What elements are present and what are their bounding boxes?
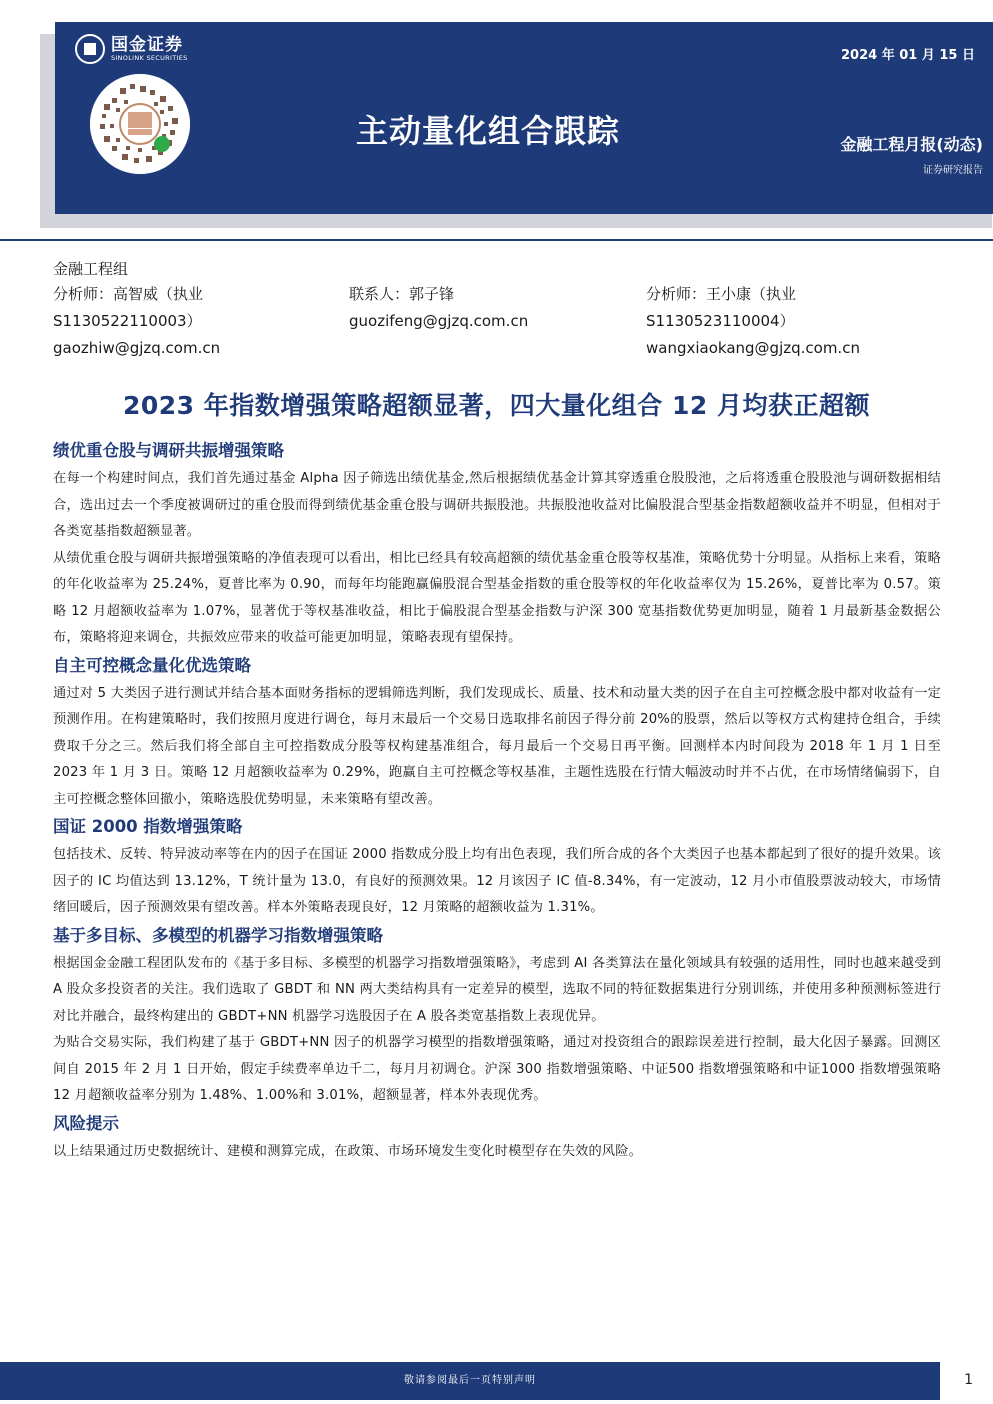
section-guozheng-2000 [53,816,941,922]
logo-cn: 国金证券 [111,34,183,55]
logo-en: SINOLINK SECURITIES [111,53,188,62]
header-divider [0,239,993,241]
section-autonomous-control [53,655,941,814]
contact-title: 联系人：郭子锋 [349,285,455,303]
paragraph: 以上结果通过历史数据统计、建模和测算完成，在政策、市场环境发生变化时模型存在失效的风险。 [53,1143,643,1159]
footer-disclaimer: 敬请参阅最后一页特别声明 [404,1375,536,1386]
section-machine-learning [53,925,941,1110]
section-risk [53,1113,941,1166]
page-title: 主动量化组合跟踪 [356,112,621,150]
analyst-wang [646,281,936,362]
analyst-license: S1130523110004） [646,312,795,330]
page-number: 1 [964,1372,973,1388]
section-title: 风险提示 [53,1113,119,1133]
report-body [53,440,941,1165]
section-title: 基于多目标、多模型的机器学习指数增强策略 [53,925,383,945]
company-logo [75,34,188,64]
analyst-email[interactable]: gaozhiw@gjzq.com.cn [53,339,221,357]
analyst-email[interactable]: wangxiaokang@gjzq.com.cn [646,339,860,357]
report-date: 2024 年 01 月 15 日 [841,48,975,63]
analyst-title: 分析师：王小康（执业 [646,285,797,303]
section-title: 国证 2000 指数增强策略 [53,817,243,836]
section-title: 自主可控概念量化优选策略 [53,655,251,675]
logo-mark-icon [75,34,105,64]
contact-guo [349,281,639,335]
paragraph: 通过对 5 大类因子进行测试并结合基本面财务指标的逻辑筛选判断，我们发现成长、质量、技术和动量大类的因子在自主可控概念股中都对收益有一定预测作用。在构建策略时，我们按照月度进行调仓，每月末最后一个交易日选取排名前因子得分前 20%的股票，然后以等权方式构建持仓组合，手续费取千分之三。然后我们将全部自主可控指数成分股等权构建基准组合，每月最后一个交易日再平衡。回测样本内时间段为 2018 年 1 月 1 日至 2023 年 1 月 3 日。策略 12 月超额收益率为 0.29%，跑赢自主可控概念等权基准，主题性选股在行情大幅波动时并不占优，在市场情绪偏弱下，自主可控概念整体回撤小，策略选股优势明显，未来策略有望改善。 [53,685,941,807]
team-name: 金融工程组 [53,260,129,278]
report-subtitle: 证券研究报告 [923,165,983,176]
paragraph: 在每一个构建时间点，我们首先通过基金 Alpha 因子筛选出绩优基金,然后根据绩优基金计算其穿透重仓股股池，之后将透重仓股股池与调研数据相结合，选出过去一个季度被调研过的重仓股而得到绩优基金重仓股与调研共振股池。共振股池收益对比偏股混合型基金指数超额收益并不明显，但相对于各类宽基指数超额显著。 [53,471,941,539]
paragraph: 为贴合交易实际，我们构建了基于 GBDT+NN 因子的机器学习模型的指数增强策略，通过对投资组合的跟踪误差进行控制，最大化因子暴露。回测区间自 2015 年 2 月 1 日开始，假定手续费率单边千二，每月月初调仓。沪深 300 指数增强策略、中证500 指数增强策略和中证1000 指数增强策略 12 月超额收益率分别为 1.48%、1.00%和 3.01%，超额显著，样本外表现优秀。 [53,1035,941,1103]
section-title: 绩优重仓股与调研共振增强策略 [53,441,284,460]
report-headline: 2023 年指数增强策略超额显著，四大量化组合 12 月均获正超额 [123,391,870,420]
analyst-title: 分析师：高智威（执业 [53,285,204,303]
analyst-gao [53,281,343,362]
paragraph: 包括技术、反转、特异波动率等在内的因子在国证 2000 指数成分股上均有出色表现，我们所合成的各个大类因子也基本都起到了很好的提升效果。该因子的 IC 均值达到 13.12%，T 统计量为 13.0，有良好的预测效果。12 月该因子 IC 值-8.34%，有一定波动，12 月小市值股票波动较大，市场情绪回暖后，因子预测效果有望改善。样本外策略表现良好，12 月策略的超额收益为 1.31%。 [53,847,941,915]
paragraph: 根据国金金融工程团队发布的《基于多目标、多模型的机器学习指数增强策略》，考虑到 AI 各类算法在量化领域具有较强的适用性，同时也越来越受到 A 股众多投资者的关注。我们选取了 GBDT 和 NN 两大类结构具有一定差异的模型，选取不同的特征数据集进行分别训练，并使用多种预测标签进行对比并融合，最终构建出的 GBDT+NN 机器学习选股因子在 A 股各类宽基指数上表现优异。 [53,955,941,1024]
analyst-license: S1130522110003） [53,312,202,330]
contact-email[interactable]: guozifeng@gjzq.com.cn [349,312,529,330]
qr-code-icon[interactable] [90,74,190,174]
report-type: 金融工程月报(动态) [840,135,983,154]
paragraph: 从绩优重仓股与调研共振增强策略的净值表现可以看出，相比已经具有较高超额的绩优基金重仓股等权基准，策略优势十分明显。从指标上来看，策略的年化收益率为 25.24%，夏普比率为 0.90，而每年均能跑赢偏股混合型基金指数的重仓股等权的年化收益率仅为 15.26%，夏普比率为 0.57。策略 12 月超额收益率为 1.07%，显著优于等权基准收益，相比于偏股混合型基金指数与沪深 300 宽基指数优势更加明显，随着 1 月最新基金数据公布，策略将迎来调仓，共振效应带来的收益可能更加明显，策略表现有望保持。 [53,550,941,645]
section-fund-resonance [53,440,941,652]
